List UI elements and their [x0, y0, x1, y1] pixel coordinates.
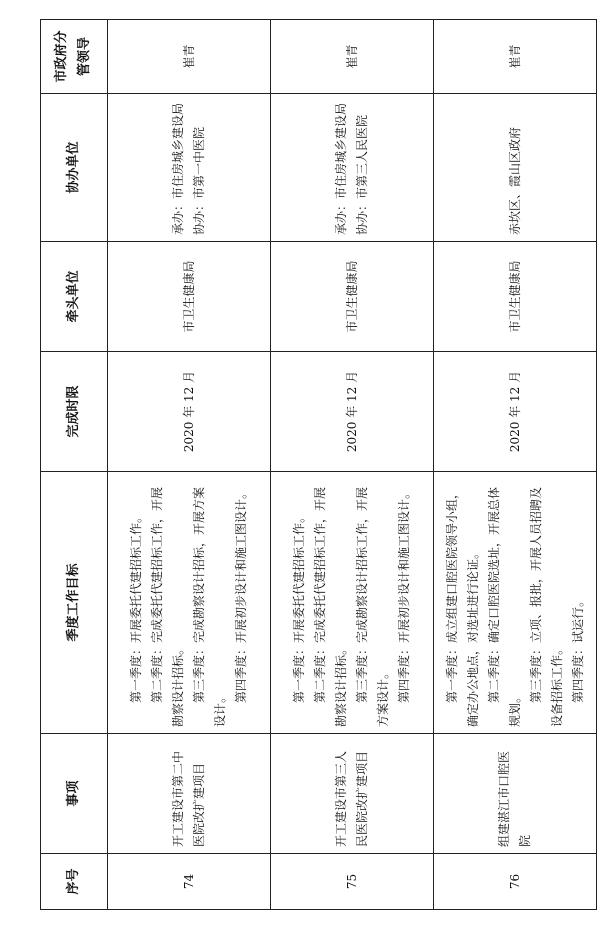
header-lead: 牵头单位 — [41, 242, 108, 352]
goal-line: 第三季度：完成勘察设计招标，开展方案设计。 — [192, 486, 227, 727]
goal-line: 第二季度：确定口腔医院选址，开展总体规划。 — [486, 486, 522, 727]
cell-lead: 市卫生健康局 — [434, 242, 597, 352]
header-leader: 市政府分管领导 — [41, 20, 108, 94]
cell-item: 开工建设市第三人民医院改扩建项目 — [271, 734, 434, 854]
cell-coord — [434, 94, 597, 242]
goal-line: 第一季度：开展委托代建招标工作。 — [292, 510, 306, 703]
header-goal: 季度工作目标 — [41, 472, 108, 734]
table-header-row — [41, 20, 108, 910]
coord-line: 承办：市住房城乡建设局 — [171, 102, 185, 235]
cell-seq: 75 — [271, 854, 434, 910]
goal-line: 第三季度：完成勘察设计招标工作，开展方案设计。 — [355, 486, 390, 727]
coord-line: 承办：市住房城乡建设局 — [334, 102, 348, 235]
cell-lead: 市卫生健康局 — [271, 242, 434, 352]
cell-coord — [108, 94, 271, 242]
cell-deadline: 2020 年 12 月 — [434, 352, 597, 472]
cell-goal — [108, 472, 271, 734]
cell-seq: 76 — [434, 854, 597, 910]
cell-item: 开工建设市第二中医院改扩建项目 — [108, 734, 271, 854]
header-seq: 序号 — [41, 854, 108, 910]
goal-line: 第一季度：成立组建口腔医院领导小组，确定办公地点，对选址进行论证。 — [444, 486, 480, 727]
cell-lead: 市卫生健康局 — [108, 242, 271, 352]
cell-coord — [271, 94, 434, 242]
table-row — [108, 20, 271, 910]
cell-item: 组建湛江市口腔医院 — [434, 734, 597, 854]
goal-line: 第三季度：立项、报批，开展人员招聘及设备招标工作。 — [528, 486, 564, 727]
goal-line: 第二季度：完成委托代建招标工作，开展勘察设计招标。 — [150, 486, 185, 727]
header-coord: 协办单位 — [41, 94, 108, 242]
goal-line: 第四季度：开展初步设计和施工图设计。 — [397, 486, 411, 703]
goal-line: 第四季度：开展初步设计和施工图设计。 — [234, 486, 248, 703]
coord-line: 赤坎区、霞山区政府 — [507, 126, 522, 235]
table-row — [434, 20, 597, 910]
work-target-table — [40, 19, 597, 910]
goal-line: 第一季度：开展委托代建招标工作。 — [129, 510, 143, 703]
cell-leader: 崔青 — [271, 20, 434, 94]
goal-line: 第四季度：试运行。 — [570, 594, 585, 703]
table-row — [271, 20, 434, 910]
cell-leader: 崔青 — [434, 20, 597, 94]
coord-line: 协办：市第三人民医院 — [355, 114, 369, 235]
cell-leader: 崔青 — [108, 20, 271, 94]
cell-seq: 74 — [108, 854, 271, 910]
cell-deadline: 2020 年 12 月 — [108, 352, 271, 472]
header-item: 事项 — [41, 734, 108, 854]
header-deadline: 完成时限 — [41, 352, 108, 472]
goal-line: 第二季度：完成委托代建招标工作，开展勘察设计招标。 — [313, 486, 348, 727]
cell-goal — [271, 472, 434, 734]
cell-deadline: 2020 年 12 月 — [271, 352, 434, 472]
cell-goal — [434, 472, 597, 734]
coord-line: 协办：市第一中医院 — [192, 126, 206, 235]
